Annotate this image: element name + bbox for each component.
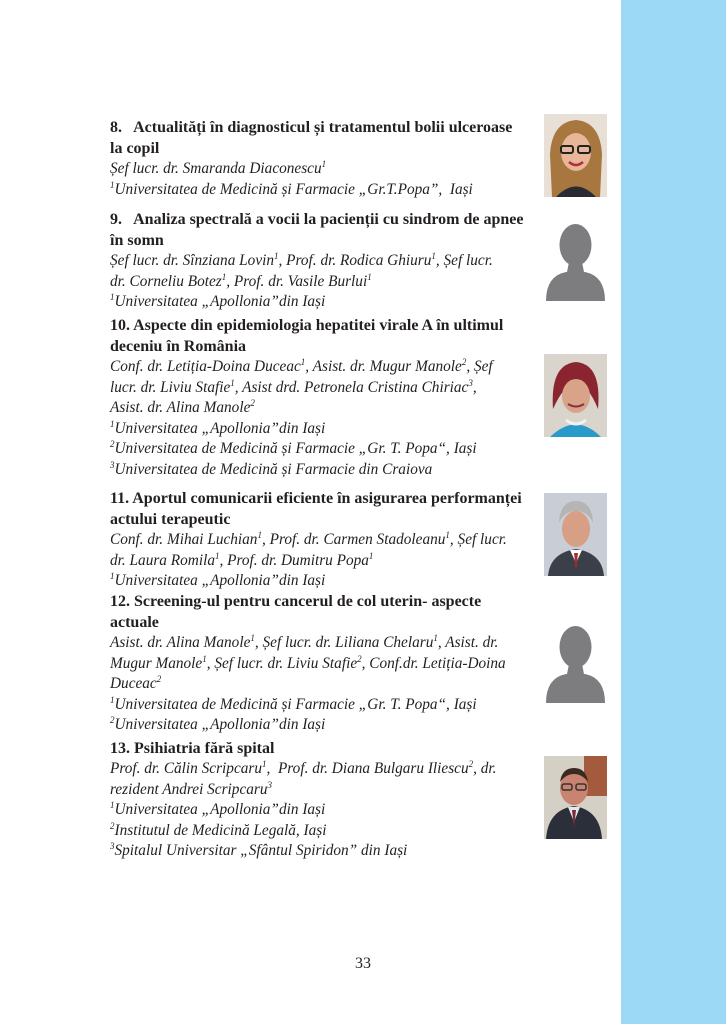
affiliation-marker: 3 [267,779,272,790]
affiliation-marker: 2 [110,714,115,725]
entry-author-line [110,419,536,440]
affiliation-marker: 1 [274,250,279,261]
page-side-band [621,0,726,1024]
entry-title: 13. Psihiatria fără spital [110,740,275,757]
text-segment: , Asist. dr. Mugur Manole [305,358,462,375]
abstract-entry [110,488,536,592]
affiliation-marker: 1 [321,158,327,169]
entry-author-line [110,821,536,842]
text-segment: Institutul de Medicină Legală, Iași [114,821,327,839]
affiliation-marker: 1 [250,632,255,643]
entry-author-line [110,439,536,460]
entry-author-line [110,841,536,862]
text-segment: , dr. [473,760,497,777]
affiliation-marker: 1 [221,271,227,282]
entry-title: 11. Aportul comunicarii eficiente în asigurarea performanței [110,490,522,507]
affiliation-marker: 2 [110,438,115,449]
affiliation-marker: 1 [445,529,450,540]
entry-author-line [110,251,536,272]
text-segment: , Asist. dr. [437,634,499,651]
entry-title: actuale [110,614,159,631]
affiliation-marker: 1 [433,632,438,643]
entry-author-line [110,695,536,716]
text-segment: , Șef lucr. dr. Liliana Chelaru [254,634,434,651]
entry-author-line [110,530,536,551]
text-segment: , Șef [466,358,493,375]
affiliation-marker: 1 [214,550,220,561]
entry-author-line [110,180,536,201]
text-segment: Universitatea „Apollonia”din Iași [114,419,326,437]
text-segment: Universitatea „Apollonia”din Iași [114,293,326,310]
affiliation-marker: 1 [202,653,207,664]
entry-author-line [110,398,536,419]
entry-author-line [110,272,536,293]
text-segment: , [472,378,477,396]
text-segment: Universitatea de Medicină și Farmacie „Gr.T.Popa”, Iași [114,180,473,198]
entry-title: actului terapeutic [110,511,231,528]
affiliation-marker: 1 [368,550,374,561]
affiliation-marker: 2 [250,397,255,408]
entry-title: 8. Actualități în diagnosticul și tratamentul bolii ulceroase [110,119,513,136]
entry-author-line [110,159,536,180]
affiliation-marker: 1 [230,377,235,388]
text-segment: rezident Andrei Scripcaru [110,780,268,798]
text-segment: Mugur Manole [110,654,203,672]
text-segment: , Prof. dr. Diana Bulgaru Iliescu [266,760,469,777]
entry-author-line [110,460,536,481]
text-segment: Universitatea de Medicină și Farmacie din Craiova [114,460,433,478]
text-segment: , Șef lucr. dr. Liviu Stafie [206,654,358,672]
affiliation-marker: 1 [110,291,115,302]
entry-author-line [110,292,536,313]
affiliation-marker: 2 [357,653,362,664]
abstract-entry [110,117,536,200]
affiliation-marker: 2 [468,758,474,769]
text-segment: Asist. dr. Alina Manole [110,399,251,416]
entry-title: 12. Screening-ul pentru cancerul de col uterin- aspecte [110,593,482,610]
placeholder-avatar-icon [544,620,607,703]
abstract-entry [110,315,536,480]
author-photo [544,354,607,437]
entry-title: în somn [110,232,164,249]
entry-title: deceniu în România [110,338,247,355]
text-segment: Universitatea „Apollonia”din Iași [114,716,326,733]
text-segment: Șef lucr. dr. Smaranda Diaconescu [110,160,322,177]
affiliation-marker: 3 [468,377,473,388]
text-segment: Conf. dr. Mihai Luchian [110,531,258,548]
entry-author-line [110,357,536,378]
text-segment: dr. Corneliu Botez [110,272,222,290]
author-photo [544,493,607,576]
entry-title: 9. Analiza spectrală a vocii la pacienții cu sindrom de apnee [110,211,524,228]
affiliation-marker: 1 [110,179,115,190]
affiliation-marker: 2 [156,673,162,684]
abstract-entry [110,209,536,313]
author-photo [544,114,607,197]
text-segment: Prof. dr. Călin Scripcaru [110,760,262,777]
text-segment: , Asist drd. Petronela Cristina Chiriac [234,378,469,396]
entry-author-line [110,759,536,780]
affiliation-marker: 1 [431,250,436,261]
text-segment: lucr. dr. Liviu Stafie [110,378,231,396]
text-segment: , Conf.dr. Letiția-Doina [361,654,506,672]
abstract-entry [110,738,536,862]
text-segment: , Prof. dr. Rodica Ghiuru [278,252,432,269]
entry-author-line [110,715,536,736]
author-photo [544,756,607,839]
text-segment: , Șef lucr. [449,531,507,548]
affiliation-marker: 1 [300,356,306,367]
entry-author-line [110,654,536,675]
text-segment: Conf. dr. Letiția-Doina Duceac [110,358,301,375]
text-segment: Șef lucr. dr. Sînziana Lovin [110,252,275,269]
entry-author-line [110,674,536,695]
affiliation-marker: 1 [110,418,115,429]
affiliation-marker: 1 [367,271,372,282]
text-segment: , Șef lucr. [435,252,493,269]
entry-author-line [110,780,536,801]
affiliation-marker: 1 [110,799,115,810]
entry-author-line [110,633,536,654]
affiliation-marker: 1 [110,694,115,705]
affiliation-marker: 1 [261,758,267,769]
affiliation-marker: 2 [110,820,115,831]
entry-author-line [110,571,536,592]
affiliation-marker: 2 [461,356,467,367]
text-segment: dr. Laura Romila [110,551,215,569]
entry-author-line [110,378,536,399]
text-segment: Universitatea „Apollonia”din Iași [114,801,326,818]
text-segment: , Prof. dr. Carmen Stadoleanu [261,531,446,548]
affiliation-marker: 1 [110,570,115,581]
text-segment: Universitatea de Medicină și Farmacie „Gr. T. Popa“, Iași [114,440,477,457]
text-segment: , Prof. dr. Dumitru Popa [219,551,369,569]
entry-author-line [110,800,536,821]
text-segment: Universitatea „Apollonia”din Iași [114,572,326,589]
entry-author-line [110,551,536,572]
placeholder-avatar-icon [544,218,607,301]
page-number: 33 [355,955,371,972]
affiliation-marker: 3 [110,840,115,851]
text-segment: Universitatea de Medicină și Farmacie „Gr. T. Popa“, Iași [114,695,477,713]
abstract-entry [110,591,536,736]
text-segment: Asist. dr. Alina Manole [110,634,251,651]
entry-title: 10. Aspecte din epidemiologia hepatitei virale A în ultimul [110,317,504,334]
affiliation-marker: 1 [257,529,262,540]
entry-title: la copil [110,140,160,157]
text-segment: Duceac [110,675,157,692]
text-segment: Spitalul Universitar „Sfântul Spiridon” din Iași [114,842,408,859]
text-segment: , Prof. dr. Vasile Burlui [226,272,368,290]
affiliation-marker: 3 [110,459,115,470]
